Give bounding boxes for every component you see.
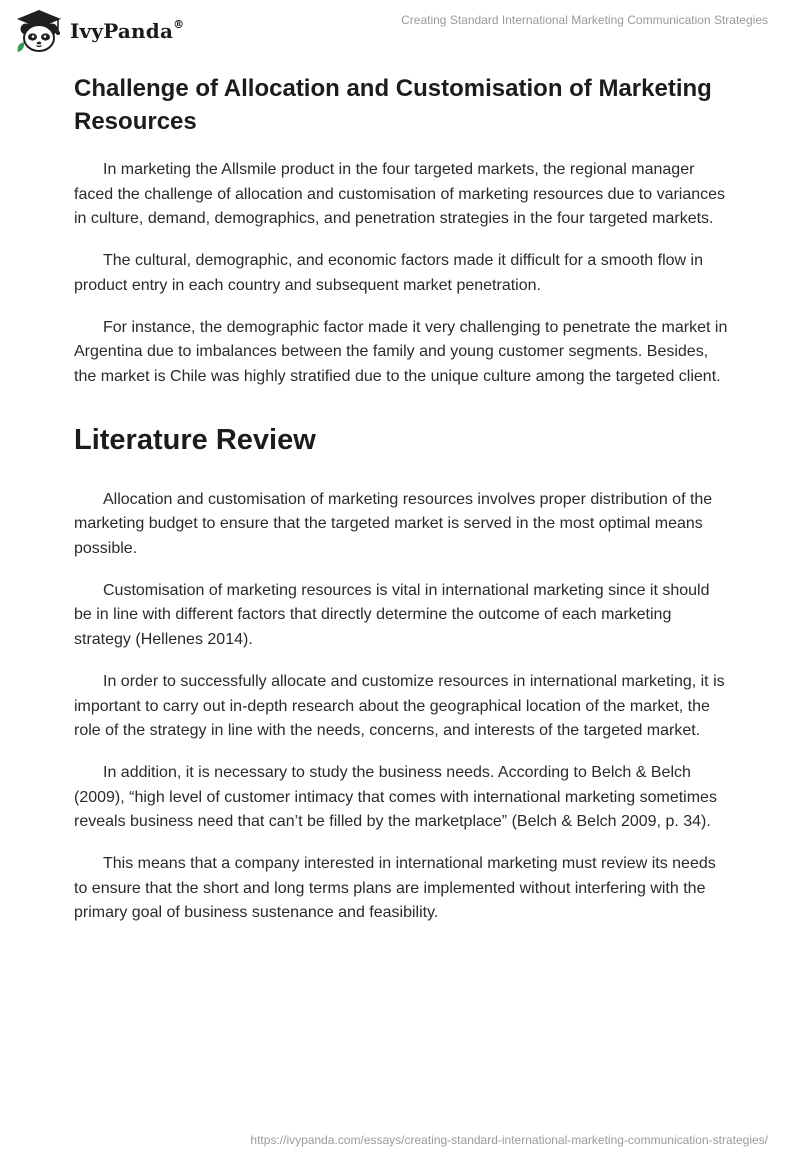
page-header — [0, 0, 800, 66]
paragraph: For instance, the demographic factor made it very challenging to penetrate the market in Argentina due to imbalances between the family and young customer segments. Besides, the market is Chile was highly stratified due to the unique culture among the targeted client. — [74, 318, 728, 385]
paragraph: The cultural, demographic, and economic factors made it difficult for a smooth flow in product entry in each country and subsequent market penetration. — [74, 252, 703, 294]
panda-graduate-icon — [14, 8, 64, 54]
paragraph: In order to successfully allocate and customize resources in international marketing, it is important to carry out in-depth research about the geographical location of the market, the role of the strategy in line with the needs, concerns, and interests of the targeted market. — [74, 672, 725, 740]
article-body — [74, 72, 730, 943]
document-title: Creating Standard International Marketing Communication Strategies — [401, 13, 768, 27]
paragraph: Allocation and customisation of marketing resources involves proper distribution of the marketing budget to ensure that the targeted market is served in the most optimal means possible. — [74, 490, 713, 558]
paragraph: Customisation of marketing resources is vital in international marketing since it should be in line with different factors that directly determine the outcome of each marketing strategy (Hellenes 2014). — [74, 581, 710, 649]
ivypanda-logo[interactable] — [14, 8, 184, 54]
section-heading-literature-review: Literature Review — [74, 423, 316, 456]
paragraph: In addition, it is necessary to study the business needs. According to Belch & Belch (2009), “high level of customer intimacy that comes with international marketing sometimes reveals business need that can’t be filled by the marketplace” (Belch & Belch 2009, p. 34). — [74, 763, 717, 831]
source-url[interactable]: https://ivypanda.com/essays/creating-standard-international-marketing-communication-strategies/ — [250, 1133, 768, 1147]
logo-wordmark: IvyPanda® — [70, 18, 185, 43]
section-heading-challenge: Challenge of Allocation and Customisation of Marketing Resources — [74, 75, 712, 135]
paragraph: In marketing the Allsmile product in the four targeted markets, the regional manager faced the challenge of allocation and customisation of marketing resources due to variances in culture, demand, demographics, and penetration strategies in the four targeted markets. — [74, 161, 726, 228]
paragraph: This means that a company interested in international marketing must review its needs to ensure that the short and long terms plans are implemented without interfering with the primary goal of business sustenance and feasibility. — [74, 855, 716, 922]
